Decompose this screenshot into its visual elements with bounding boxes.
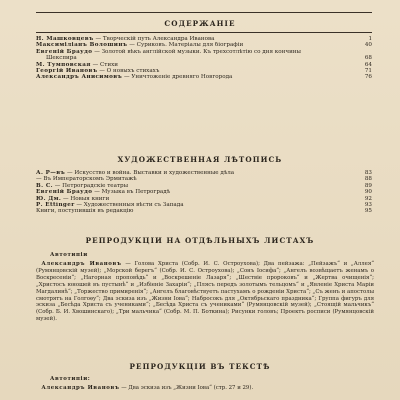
toc-title: — Творческій путь Александра Иванова <box>93 36 215 42</box>
text-repro-text: — Два эскиза изъ „Жизни Іова“ (стр. 27 и 29). <box>119 385 254 391</box>
toc-page-number: 92 <box>364 195 372 202</box>
toc-title: Шекспира <box>46 55 77 62</box>
contents-rule <box>36 32 372 33</box>
contents-list <box>36 36 372 81</box>
chronicle-heading: ХУДОЖЕСТВЕННАЯ ЛѢТОПИСЬ <box>117 155 283 164</box>
toc-author: Александръ Анисимовъ <box>36 74 123 81</box>
toc-title: — Суриковъ. Матеріалы для біографіи <box>127 42 244 49</box>
toc-title: — Петроградскіе театры <box>53 182 129 189</box>
toc-page-number: 83 <box>364 170 372 176</box>
text-repro-heading: РЕПРОДУКЦІИ ВЪ ТЕКСТѢ <box>129 362 271 371</box>
contents-heading: СОДЕРЖАНІЕ <box>164 19 236 28</box>
toc-title: Книги, поступившія въ редакцію <box>36 208 134 215</box>
toc-author: А. Р—въ <box>36 170 66 176</box>
toc-page-number: 76 <box>364 74 372 81</box>
toc-author: Н. Машковцевъ <box>36 36 94 42</box>
toc-page-number: 40 <box>364 42 372 49</box>
toc-author: Георгій Ивановъ <box>36 68 98 75</box>
toc-author: Евгеній Браудо <box>36 48 93 55</box>
toc-author: М. Тумповская <box>36 61 91 68</box>
text-repro-paragraph <box>36 385 374 392</box>
autotypes-label-2: Автотипіи: <box>50 376 91 382</box>
autotypes-label: Автотипіи <box>50 252 88 258</box>
toc-author: Ю. Дм. <box>36 195 62 202</box>
toc-author: В. С. <box>36 182 54 189</box>
toc-author: Евгеній Браудо <box>36 189 93 196</box>
toc-title: — Художественныя вѣсти съ Запада <box>74 202 184 209</box>
toc-page-number: 88 <box>364 176 372 183</box>
toc-title: — Музыка въ Петроградѣ <box>92 189 171 196</box>
toc-entry <box>36 74 372 80</box>
toc-title: — Уничтоженіе древняго Новгорода <box>122 74 233 81</box>
toc-title: — Въ Императорскомъ Эрмитажѣ <box>36 176 137 183</box>
toc-page-number: 95 <box>364 208 372 215</box>
toc-author: Р. Ettinger <box>36 202 75 209</box>
plates-heading: РЕПРОДУКЦІИ НА ОТДѢЛЬНЫХЪ ЛИСТАХЪ <box>85 236 315 245</box>
chronicle-list <box>36 170 372 215</box>
plates-author: Александръ Ивановъ <box>41 261 122 267</box>
toc-entry <box>36 208 372 214</box>
toc-title: — Стихи <box>90 61 118 68</box>
toc-page-number: 71 <box>364 68 372 75</box>
toc-entry-text <box>36 74 356 80</box>
toc-page-number: 68 <box>364 55 372 62</box>
top-rule <box>36 12 372 13</box>
toc-page-number: 64 <box>364 61 372 68</box>
plates-paragraph <box>36 261 374 323</box>
toc-page-number: 90 <box>364 189 372 196</box>
plates-text: — Голова Христа (Собр. И. С. Остроухова); Два пейзажа: „Пейзажъ“ и „Аллея“ (Румянцовскій музей); „Морской берегъ“ (Собр. И. С. Остроухова); „Сонъ Іосифа“; „Ангелъ возвѣщаетъ женамъ о Воскресеніи“; „Нагорная проповѣдь“ и „Воскрешеніе Лазаря“; „Шествіе пророковъ“ и „Жертва очищенія“; „Христосъ юношей въ пустынѣ“ и „Избіеніе Захаріи“; „Плясъ передъ золотымъ тельцомъ“ и „Явленіе Христа Маріи Магдалинѣ“; „Торжество примиренія“; „Ангелъ благовѣствуетъ пастухамъ о рожденіи Христа“; „Съ женъ и апостолы смотрятъ на Голгоѳу“; Два эскиза изъ „Жизни Іова“; Набросокъ для „Октябрьскаго праздника“; Группа фигуръ для эскиза „Бесѣда Христа съ учениками“; „Бесѣда Христа съ учениками“ (Румянцовскій музей); „Стоящій мальчикъ“ (Собр. Б. И. Хвошинскаго); „Три мальчика“ (Собр. М. П. Боткина); Рисунки головъ; Проектъ росписи (Румянцовскій музей). <box>36 261 374 323</box>
toc-author: Максиміліанъ Волошинъ <box>36 42 128 49</box>
toc-title: — Искусство и война. Выставки и художественные дѣла <box>65 170 235 176</box>
text-repro-author: Александръ Ивановъ <box>41 385 120 391</box>
toc-title: — Золотой вѣкъ англійской музыки. Къ трехсотлѣтію со дня кончины <box>92 48 301 55</box>
toc-page-number: 1 <box>368 36 372 42</box>
toc-entry-text <box>36 208 356 214</box>
toc-page-number: 89 <box>364 182 372 189</box>
toc-title: — Новыя книги <box>61 195 110 202</box>
toc-title: — О новыхъ стихахъ <box>97 68 160 75</box>
toc-page-number: 93 <box>364 202 372 209</box>
